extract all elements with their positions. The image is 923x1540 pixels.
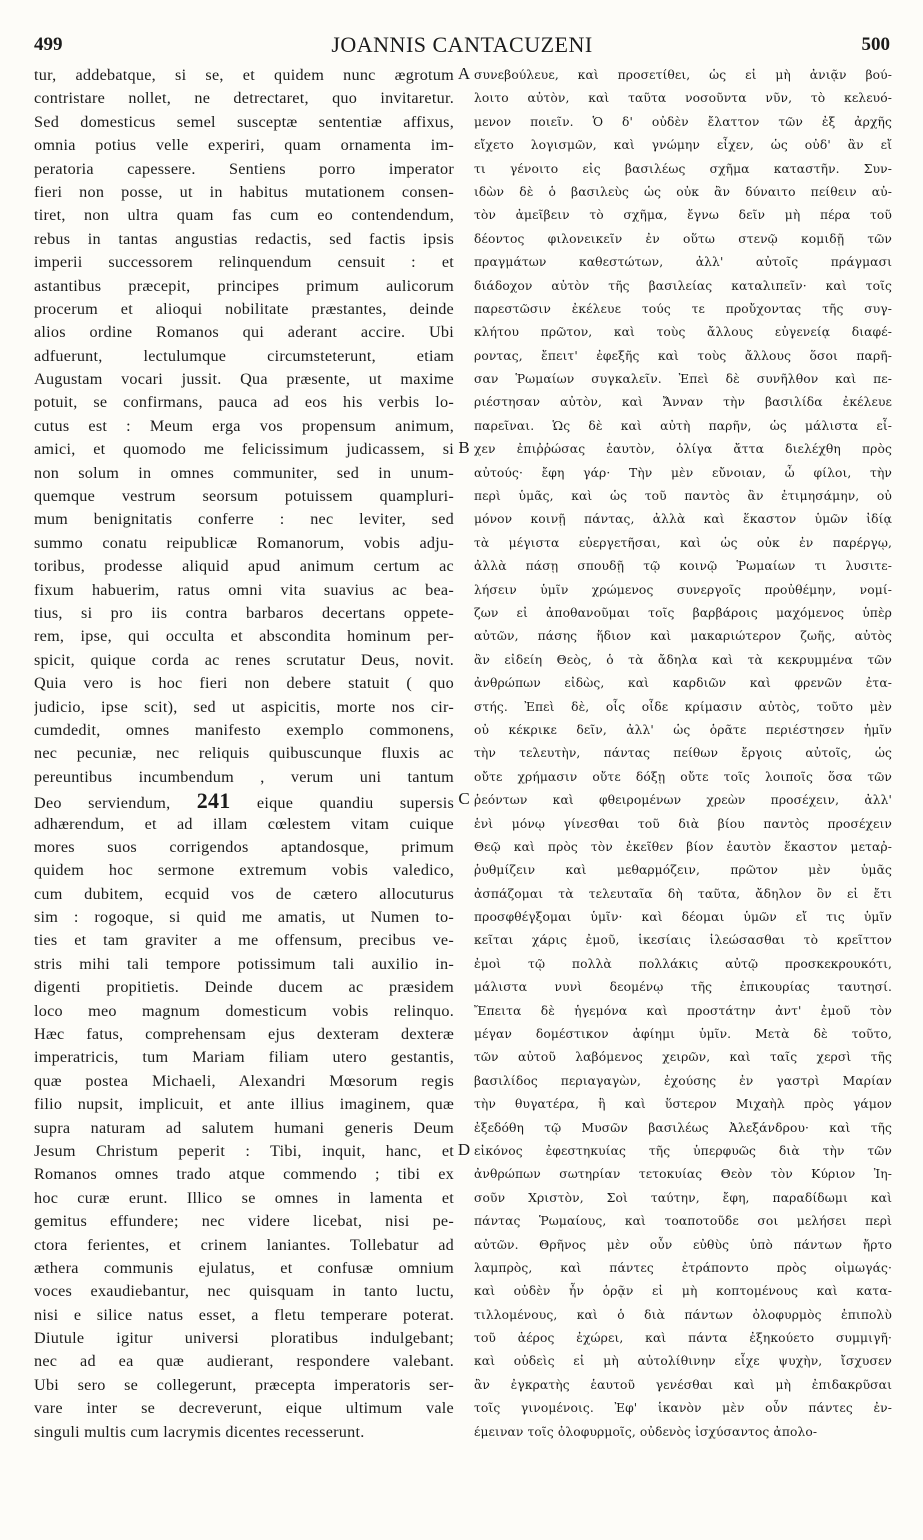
text-line: τοῦ ἀέρος ἐχώρει, καὶ πάντα ἐξηκούετο συμμιγῆ· (474, 1331, 892, 1346)
text-line: vare inter se decreverunt, eique ultimum vale (34, 1399, 454, 1418)
text-line: alios ordine Romanos qui aderant accire. Ubi (34, 323, 454, 342)
text-line: μενον ποιεῖν. Ὁ δ' οὐδὲν ἔλαττον τῶν ἐξ ἀρχῆς (474, 114, 892, 129)
text-line: ctora ferientes, et crinem laniantes. Tollebatur ad (34, 1235, 454, 1254)
text-line: στής. Ἐπεὶ δὲ, οἷς οἶδε κρίμασιν αὐτὸς, τοῦτο μὲν (474, 699, 892, 714)
text-line: tiret, non ultra quam fas cum eo contendendum, (34, 206, 454, 225)
text-line: Ubi sero se collegerunt, præcepta imperatoris ser- (34, 1375, 454, 1394)
text-line: τοῖς γινομένοις. Ἐφ' ἱκανὸν μὲν οὖν πάντες ἐν- (474, 1401, 892, 1416)
left-page-number: 499 (34, 34, 63, 55)
text-line: hoc curæ erunt. Illico se omnes in lamenta et (34, 1188, 454, 1207)
text-line: ἐξεδόθη τῷ Μυσῶν βασιλέως Ἀλεξάνδρου· καὶ τῆς (474, 1120, 892, 1135)
greek-text-column (474, 64, 892, 1444)
text-line: toribus, prodesse aliquid apud animum certum ac (34, 557, 454, 576)
text-line: summo conatu reipublicæ Romanorum, vobis adju- (34, 533, 454, 552)
text-line: ἂν ἐγκρατὴς ἑαυτοῦ γενέσθαι καὶ μὴ ἐπιδακρῦσαι (474, 1377, 892, 1392)
text-line: ιδὼν δὲ ὁ βασιλεὺς ὡς οὐκ ἂν δύναιτο πείθειν αὐ- (474, 184, 892, 199)
text-line: αὐτῶν, πάσης ἥδιον καὶ μακαριώτερον ζωῆς, αὐτὸς (474, 629, 892, 644)
running-title: JOANNIS CANTACUZENI (331, 32, 593, 57)
latin-text-column (34, 64, 454, 1444)
text-line: cum dubitem, ecquid vos de cætero allocuturus (34, 884, 454, 903)
text-line: λοιτο αὐτὸν, καὶ ταῦτα νοσοῦντα νῦν, τὸ κελευό- (474, 91, 892, 106)
text-line: spicit, quique corda ac renes scrutatur Deus, novit. (34, 650, 454, 669)
text-line: οὔτε χρήμασιν οὔτε δόξῃ οὔτε τοῖς λοιποῖς ὅσα τῶν (474, 769, 892, 784)
text-line: εἰκόνος ἐφεστηκυίας τῆς ὑπερφυῶς διὰ τὴν τῶν (474, 1143, 892, 1158)
text-line: astantibus præcepit, principes primum aulicorum (34, 276, 454, 295)
text-line: mum benignitatis conferre : nec leviter, sed (34, 510, 454, 529)
page-marker: 241 (196, 789, 231, 813)
text-line: καὶ οὐδὲν ἦν ὁρᾷν εἰ μὴ κοπτομένους καὶ κατα- (474, 1284, 892, 1299)
text-line: ἂν εἰδείη Θεὸς, ὁ τὰ ἄδηλα καὶ τὰ κεκρυμμένα τῶν (474, 652, 892, 667)
text-line: συνεβούλευε, καὶ προσετίθει, ὡς εἰ μὴ ἀνιᾷν βού- (474, 68, 892, 82)
text-line: nec pecuniæ, nec reliquis quibuscunque fluxis ac (34, 744, 454, 763)
text-line: supra naturam ad salutem humani generis Deum (34, 1118, 454, 1137)
text-line: ζων εἰ ἀποθανοῦμαι τοῖς βαρβάροις μαχόμενος ὑπὲρ (474, 605, 892, 620)
text-line: πάντας Ῥωμαίους, καὶ τοαποτοῦδε σοι μελήσει περὶ (474, 1214, 892, 1229)
page-header (34, 30, 890, 60)
right-page-number: 500 (861, 34, 890, 55)
text-line: ἑνὶ μόνῳ γίνεσθαι τοῦ διὰ βίου παντὸς προσέχειν (474, 816, 892, 831)
margin-letter-b: B (458, 438, 470, 457)
text-line: cumdedit, omnes manifesto exemplo commonens, (34, 720, 454, 739)
text-line: αὐτῶν. Θρῆνος μὲν οὖν εὐθὺς ὑπὸ πάντων ἤρτο (474, 1237, 892, 1252)
text-line: non solum in omnes communiter, sed in unum- (34, 463, 454, 482)
text-line: sim : rogoque, si quid me amatis, ut Numen to- (34, 908, 454, 927)
text-line: Quia vero is hoc fieri non debere statuit ( quo (34, 674, 454, 693)
text-line: περὶ ὑμᾶς, καὶ ὡς τοῦ παντὸς ἂν ἐτιμησάμην, οὐ (474, 489, 892, 504)
margin-letter-d: D (457, 1140, 471, 1159)
text-line: ριέστησαν αὐτὸν, καὶ Ἄνναν τὴν βασιλίδα ἐκέλευε (474, 395, 892, 410)
text-line: nec ad ea quæ audierant, respondere valebant. (34, 1352, 454, 1371)
text-line: rebus in tantas angustias redactis, sed factis ipsis (34, 229, 454, 248)
text-line: Hæc fatus, comprehensam ejus dexteram dexteræ (34, 1025, 454, 1044)
text-line: μέγαν δομέστικον ἀφίημι ὑμῖν. Μετὰ δὲ τοῦτο, (474, 1027, 892, 1042)
text-line: χεν ἐπιῤῥώσας ἑαυτὸν, ὀλίγα ἄττα διελέχθη πρὸς (474, 442, 892, 457)
text-line: εἴχετο λογισμῶν, καὶ γνώμην εἶχεν, ὡς οὐδ' ἂν εἴ (474, 138, 892, 153)
text-line: procerum et alioqui nobilitate præstantes, deinde (34, 299, 454, 318)
text-line: τι γένοιτο εἰς βασιλέως σχῆμα καταστῆν. Συν- (474, 161, 892, 176)
text-line: ἀνθρώπων εἰδὼς, καὶ καρδιῶν καὶ φρενῶν ἐτα- (474, 676, 892, 691)
text-line: stris mihi tali tempore potissimum tali auxilio in- (34, 954, 454, 973)
text-line: τὸν ἀμεῖβειν τὸ σχῆμα, ἔγνω δεῖν μὴ πέρα τοῦ (474, 208, 892, 223)
text-line: gemitus effundere; nec videre licebat, nisi pe- (34, 1212, 454, 1231)
text-line: omnia potius velle experiri, quam ornamenta im- (34, 136, 454, 155)
text-line: rem, ipse, qui occulta et abscondita hominum per- (34, 627, 454, 646)
text-line: ῥυθμίζειν καὶ μεθαρμόζειν, πρῶτον μὲν ὑμᾶς (474, 863, 892, 878)
text-line: potuit, se confirmans, pauca ad eos his verbis lo- (34, 393, 454, 412)
text-line: Augustam vocari jussit. Qua præsente, ut maxime (34, 370, 454, 389)
text-line: ties et tam graviter a me offensum, precibus ve- (34, 931, 454, 950)
text-line: adhærendum, et ad illam cœlestem vitam cuique (34, 814, 454, 833)
text-line: παρεῖναι. Ὡς δὲ καὶ αὐτὴ παρῆν, ὡς μάλιστα εἶ- (474, 418, 892, 433)
text-line: nisi e silice natus esset, a fletu temperare poterat. (34, 1305, 454, 1324)
text-line: fieri non posse, ut in habitus mutationem consen- (34, 182, 454, 201)
text-line: cutus est : Meum erga vos propensum animum, (34, 416, 454, 435)
text-line: σαν Ῥωμαίων συγκαλεῖν. Ἐπεὶ δὲ συνῆλθον καὶ πε- (474, 372, 892, 387)
text-line: βασιλίδος περιαγαγὼν, ἐχούσης ἐν γαστρὶ Μαρίαν (474, 1073, 892, 1088)
text-line: pereuntibus incumbendum , verum uni tantum (34, 767, 454, 786)
text-line: filio nupsit, implicuit, et ante illius imaginem, quæ (34, 1095, 454, 1114)
margin-letter-a: A (457, 64, 471, 83)
text-line: ἀσπάζομαι τὰ τελευταῖα δὴ ταῦτα, ἄδηλον ὂν εἰ ἔτι (474, 886, 892, 901)
text-line: peratoria capessere. Sentiens porro imperator (34, 159, 454, 178)
text-line: fixum habuerim, ratus omni vita suavius ac bea- (34, 580, 454, 599)
text-line: λαμπρὸς, καὶ πάντες ἐτράποντο πρὸς οἰμωγάς· (474, 1260, 892, 1275)
text-line: τὴν θυγατέρα, ἣ καὶ ὕστερον Μιχαὴλ πρὸς γάμον (474, 1097, 892, 1112)
text-line: judicio, ipse scit), sed ut aspicitis, morte nos cir- (34, 697, 454, 716)
margin-letter-c: C (458, 789, 470, 808)
text-line: καὶ οὐδεὶς εἰ μὴ αὐτολίθινην εἶχε ψυχὴν, ἴσχυσεν (474, 1354, 892, 1369)
text-line: ἀλλὰ πάσῃ σπουδῇ τῷ κοινῷ Ῥωμαίων τι λυσιτε- (474, 559, 892, 574)
text-line: Ἔπειτα δὲ ἡγεμόνα καὶ προστάτην ἀντ' ἐμοῦ τὸν (474, 1003, 892, 1018)
text-line: αὐτούς· ἔφη γάρ· Τὴν μὲν εὔνοιαν, ὦ φίλοι, τὴν (474, 465, 892, 480)
text-line: ροντας, ἔπειτ' ἐφεξῆς καὶ τοὺς ἄλλους ὅσοι παρῆ- (474, 348, 892, 363)
text-line: σοῦν Χριστὸν, Σοὶ ταύτην, ἔφη, παραδίδωμι καὶ (474, 1190, 892, 1205)
text-line: Sed domesticus semel susceptæ sententiæ affixus, (34, 112, 454, 131)
text-line: τῶν αὐτοῦ λαβόμενος χειρῶν, καὶ ταῖς χερσὶ τῆς (474, 1050, 892, 1065)
text-line: ἐμοὶ τῷ πολλὰ πολλάκις αὐτῷ προσκεκρουκότι, (474, 956, 892, 971)
text-line: κλήτου πρῶτον, καὶ τοὺς ἄλλους εὐγενείᾳ διαφέ- (474, 325, 892, 340)
text-line: προσφθέγξομαι ὑμῖν· καὶ δέομαι ὑμῶν εἴ τις ὑμῖν (474, 910, 892, 925)
text-line: adfuerunt, lectulumque circumsteterunt, etiam (34, 346, 454, 365)
text-line: Romanos omnes trado atque commendo ; tibi ex (34, 1165, 454, 1184)
text-line: digenti propitietis. Deinde ducem ac præsidem (34, 978, 454, 997)
text-line: mores suos corrigendos aptandosque, primum (34, 837, 454, 856)
text-line: Deo serviendum, 241 eique quandiu supersis (34, 789, 454, 813)
text-line: κεῖται χάρις ἐμοῦ, ἱκεσίαις ἱλεώσασθαι τὸ κρεῖττον (474, 933, 892, 948)
text-line: imperii successorem relinquendum censuit : et (34, 253, 454, 272)
text-line: οὐ κέκρικε δεῖν, ἀλλ' ὡς ὁρᾶτε περιέστησεν ἡμῖν (474, 722, 892, 737)
text-line: ῥεόντων καὶ φθειρομένων χρεὼν προσέχειν, ἀλλ' (474, 793, 892, 808)
text-line: λήσειν ὑμῖν χρώμενος συνεργοῖς προὐθέμην, νομί- (474, 582, 892, 597)
text-line: μάλιστα νυνὶ δεομένῳ τῆς ἐπικουρίας ταυτησί. (474, 980, 892, 995)
text-line: Θεῷ καὶ πρὸς τὸν ἐκεῖθεν βίον ἑαυτὸν ἕκαστον μεταῤ- (474, 839, 892, 854)
text-line: τὰ μέγιστα εὐεργετῆσαι, καὶ ὡς οὐκ ἐν παρέργῳ, (474, 535, 892, 550)
text-line: loco meo magnum domesticum vobis relinquo. (34, 1001, 454, 1020)
text-line: imperatricis, tum Mariam filiam utero gestantis, (34, 1048, 454, 1067)
text-line: Jesum Christum peperit : Tibi, inquit, hanc, et (34, 1141, 454, 1160)
text-line: τὴν τελευτὴν, πάντας πείθων ἔργοις αὐτοῖς, ὡς (474, 746, 892, 761)
text-line: tur, addebatque, si se, et quidem nunc ægrotum (34, 66, 454, 84)
text-line: τιλλομένους, καὶ ὁ διὰ πάντων ὀλοφυρμὸς ἐπιπολὺ (474, 1307, 892, 1322)
text-line: πραγμάτων καθεστώτων, ἀλλ' αὐτοῖς πράγμασι (474, 255, 892, 270)
text-line: παρεστῶσιν ἐκέλευε τούς τε προὔχοντας τῆς συγ- (474, 301, 892, 316)
text-line: quæ postea Michaeli, Alexandri Mœsorum regis (34, 1071, 454, 1090)
text-line: singuli multis cum lacrymis dicentes recesserunt. (34, 1422, 365, 1441)
text-line: ἀνθρώπων σωτηρίαν τετοκυίας Θεὸν τὸν Κύριον Ἰη- (474, 1167, 892, 1182)
text-line: Diutule igitur universi ploratibus indulgebant; (34, 1329, 454, 1348)
text-line: quidem hoc sermone extremum vobis valedico, (34, 861, 454, 880)
text-line: contristare nollet, ne detrectaret, quo invitaretur. (34, 89, 454, 108)
text-line: quemque vestrum seorsum potuissem quampluri- (34, 487, 454, 506)
text-line: δέοντος φιλονεικεῖν ἐν οὕτω στενῷ κομιδῇ τῶν (474, 231, 892, 246)
text-line: tius, si pro iis contra barbaros decertans oppete- (34, 603, 454, 622)
text-line: amici, et quomodo me felicissimum judicassem, si (34, 440, 454, 459)
text-line: έμειναν τοῖς ὀλοφυρμοῖς, οὐδενὸς ἰσχύσαντος ἀπολο- (474, 1424, 818, 1439)
text-line: æthera communis ejulatus, et confusæ omnium (34, 1258, 454, 1277)
text-line: διάδοχον αὐτὸν τῆς βασιλείας καταλιπεῖν· καὶ τοῖς (474, 278, 892, 293)
text-line: voces exaudiebantur, nec quisquam in tanto luctu, (34, 1282, 454, 1301)
text-line: μόνον κοινῇ πάντας, ἀλλὰ καὶ ἕκαστον ὑμῶν ἰδίᾳ (474, 512, 892, 527)
